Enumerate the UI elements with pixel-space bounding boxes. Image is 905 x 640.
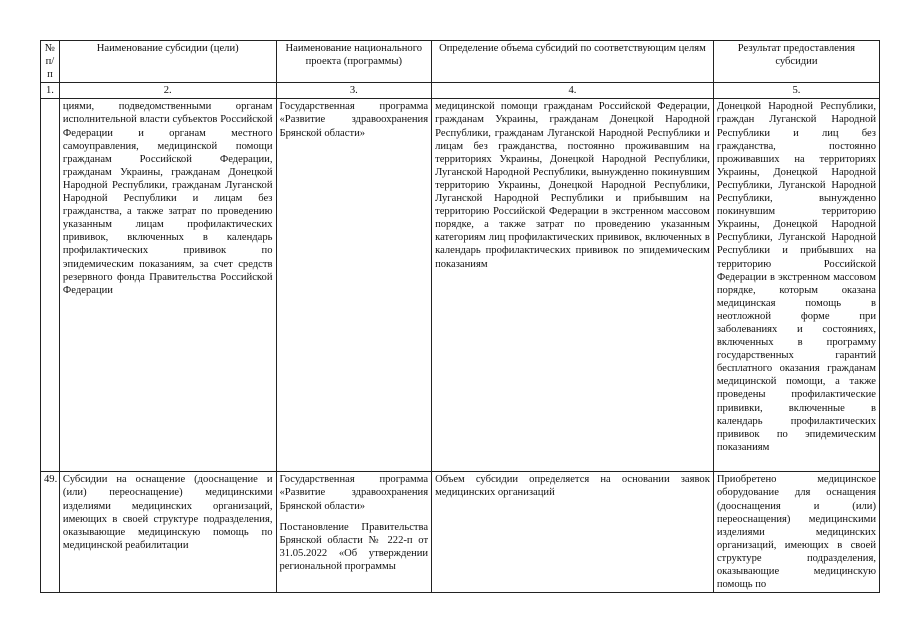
row-number: 49. [41, 472, 60, 593]
volume-definition-cell: медицинской помощи гражданам Российской Федерации, гражданам Украины, гражданам Донецкой Народной Республики, гражданам Луганской Народной Республики и лицам без гражданства, постоянно проживавшим на территориях Украины, Донецкой Народной Республики, Луганской Народной Республики, вынужденно покинувшим территорию Украины, Донецкой Народной Республики, Луганской Народной Республики и прибывшим на территорию Российской Федерации в экстренном массовом порядке, а также затрат по проведению указанным категориям лиц профилактических прививок, включенных в календарь профилактических прививок по эпидемическим показаниям [432, 99, 714, 472]
header-volume-definition: Определение объема субсидий по соответствующим целям [432, 41, 714, 83]
subsidy-name-cell: циями, подведомственными органам исполнительной власти субъектов Российской Федерации и органам местного самоуправления, медицинской помощи гражданам Российской Федерации, гражданам Украины, гражданам Донецкой Народной Республики, гражданам Луганской Народной Республики и лицам без гражданства, а также затрат по проведению указанным лицам профилактических прививок, включенных в календарь профилактических прививок по эпидемическим показаниям, за счет средств резервного фонда Правительства Российской Федерации [59, 99, 276, 472]
table-row [41, 99, 880, 472]
column-number-2: 2. [59, 83, 276, 99]
column-number-4: 4. [432, 83, 714, 99]
subsidy-table [40, 40, 880, 593]
subsidy-name-cell: Субсидии на оснащение (дооснащение и (или) переоснащение) медицинскими изделиями медицинских организаций, имеющих в своей структуре подразделения, оказывающие медицинскую помощь по медицинской реабилитации [59, 472, 276, 593]
volume-definition-cell: Объем субсидии определяется на основании заявок медицинских организаций [432, 472, 714, 593]
column-number-3: 3. [276, 83, 432, 99]
column-number-5: 5. [713, 83, 879, 99]
column-number-1: 1. [41, 83, 60, 99]
column-number-row [41, 83, 880, 99]
project-name-cell: Государственная программа «Развитие здравоохранения Брянской области» [276, 99, 432, 472]
header-number: № п/п [41, 41, 60, 83]
project-program-text: Государственная программа «Развитие здравоохранения Брянской области» [279, 474, 429, 512]
project-name-cell [276, 472, 432, 593]
table-row [41, 472, 880, 593]
table-header-row [41, 41, 880, 83]
result-cell: Приобретено медицинское оборудование для оснащения (дооснащения и (или) переоснащения) медицинскими изделиями медицинских организаций, имеющих в своей структуре подразделения, оказывающие медицинскую помощь по [713, 472, 879, 593]
result-cell: Донецкой Народной Республики, граждан Луганской Народной Республики и лиц без гражданства, постоянно проживавших на территориях Украины, Донецкой Народной Республики, Луганской Народной Республики, вынужденно покинувшим территорию Украины, Донецкой Народной Республики, Луганской Народной Республики и прибывших на территорию Российской Федерации в экстренном массовом порядке, которым оказана медицинская помощь в неотложной форме при заболеваниях и состояниях, включенных в программу государственных гарантий бесплатного оказания гражданам медицинской помощи, а также проведены профилактические прививки, включенные в календарь профилактических прививок по эпидемическим показаниям [713, 99, 879, 472]
row-number [41, 99, 60, 472]
project-decree-text: Постановление Правительства Брянской области № 222-п от 31.05.2022 «Об утверждении региональной программы [279, 521, 429, 572]
header-subsidy-name: Наименование субсидии (цели) [59, 41, 276, 83]
header-result: Результат предоставления субсидии [713, 41, 879, 83]
spacer [280, 513, 429, 521]
header-project-name: Наименование национального проекта (программы) [276, 41, 432, 83]
